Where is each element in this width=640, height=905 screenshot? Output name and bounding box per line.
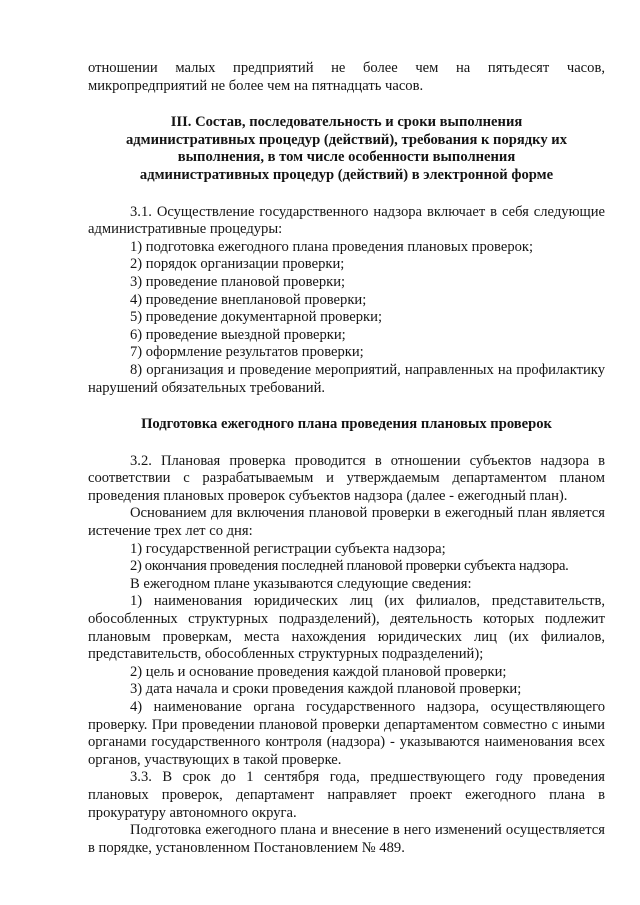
- info-item-1: 1) наименования юридических лиц (их филиалов, представительств, обособленных структурных подразделений), деятельность которых подлежит плановым проверкам, места нахождения юридических лиц (их филиалов, представительств, обособленных структурных подразделений);: [88, 593, 605, 663]
- procedure-item: 6) проведение выездной проверки;: [130, 326, 346, 343]
- procedure-item: 2) порядок организации проверки;: [130, 256, 345, 273]
- info-item-3: 3) дата начала и сроки проведения каждой плановой проверки;: [130, 681, 522, 698]
- grounds-item: 1) государственной регистрации субъекта надзора;: [130, 540, 446, 557]
- info-intro: В ежегодном плане указываются следующие сведения:: [130, 575, 472, 592]
- grounds-intro: Основанием для включения плановой проверки в ежегодный план является истечение трех лет со дня:: [88, 505, 605, 540]
- top-paragraph: отношении малых предприятий не более чем на пятьдесят часов, микропредприятий не более чем на пятнадцать часов.: [88, 60, 605, 94]
- paragraph-3-1: 3.1. Осуществление государственного надзора включает в себя следующие административные процедуры:: [88, 203, 605, 238]
- document-page: [88, 60, 605, 857]
- procedure-item: 3) проведение плановой проверки;: [130, 273, 346, 290]
- paragraph-3-3: 3.3. В срок до 1 сентября года, предшествующего году проведения плановых проверок, департамент направляет проект ежегодного плана в прокуратуру автономного округа.: [88, 769, 605, 821]
- info-item-2: 2) цель и основание проведения каждой плановой проверки;: [130, 663, 507, 680]
- procedure-item: 4) проведение внеплановой проверки;: [130, 291, 367, 308]
- procedure-item: 1) подготовка ежегодного плана проведения плановых проверок;: [130, 238, 534, 255]
- procedure-item-8: 8) организация и проведение мероприятий, направленных на профилактику нарушений обязательных требований.: [88, 361, 605, 396]
- procedure-item: 7) оформление результатов проверки;: [130, 344, 364, 361]
- final-paragraph: Подготовка ежегодного плана и внесение в него изменений осуществляется в порядке, установленном Постановлением № 489.: [88, 822, 605, 856]
- paragraph-3-2: 3.2. Плановая проверка проводится в отношении субъектов надзора в соответствии с разрабатываемым и утверждаемым департаментом планом проведения плановых проверок субъектов надзора (далее - ежегодный план).: [88, 452, 605, 504]
- procedure-item: 5) проведение документарной проверки;: [130, 309, 383, 326]
- section-heading: III. Состав, последовательность и сроки выполнения административных процедур (действий), требования к порядку их выполнения, в том числе особенности выполнения административных процедур (действий) в электронной форме: [125, 114, 568, 183]
- grounds-item: 2) окончания проведения последней плановой проверки субъекта надзора.: [130, 558, 569, 575]
- info-item-4: 4) наименование органа государственного надзора, осуществляющего проверку. При проведении плановой проверки департаментом совместно с иными органами государственного контроля (надзора) - указываются наименования всех органов, участвующих в такой проверке.: [88, 699, 605, 768]
- subheading: Подготовка ежегодного плана проведения плановых проверок: [141, 416, 552, 433]
